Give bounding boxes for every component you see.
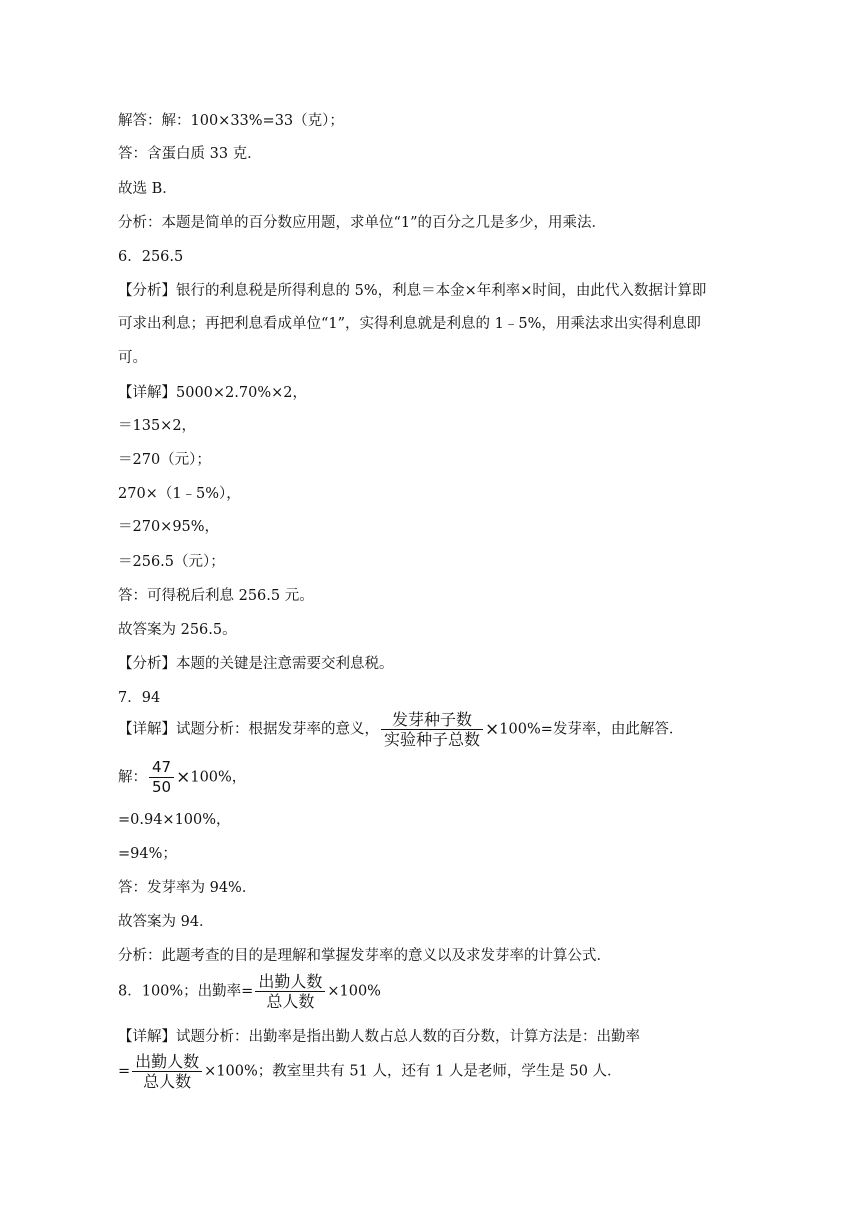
fraction-denominator: 实验种子总数 — [384, 730, 481, 749]
text-line: 解答：解：100×33%=33（克）； — [118, 113, 344, 129]
text-line: ＝256.5（元）； — [118, 554, 225, 570]
text-segment: 【详解】试题分析：根据发芽率的意义， — [118, 721, 379, 738]
text-segment: ×100%；教室里共有 51 人，还有 1 人是老师，学生是 50 人． — [204, 1063, 622, 1080]
text-line: 【分析】本题的关键是注意需要交利息税。 — [118, 656, 394, 672]
text-line: 可求出利息；再把利息看成单位“1”，实得利息就是利息的 1﹣5%，用乘法求出实得利息即 — [118, 316, 701, 332]
text-line: 故选 B． — [118, 181, 177, 197]
text-line-with-fraction — [118, 758, 246, 797]
text-line: ＝135×2， — [118, 418, 197, 434]
text-segment: ×100% — [327, 983, 381, 1000]
fraction-numerator: 发芽种子数 — [381, 710, 483, 730]
text-line: ＝270×95%， — [118, 519, 220, 535]
fraction — [255, 972, 325, 1011]
text-segment: = — [118, 1063, 131, 1080]
fraction — [132, 1052, 202, 1091]
fraction — [381, 710, 483, 749]
fraction-denominator: 总人数 — [143, 1072, 192, 1091]
text-line-with-fraction — [118, 972, 381, 1011]
question-number: 7．94 — [118, 690, 161, 706]
fraction-denominator: 总人数 — [266, 992, 315, 1011]
text-line: 【详解】试题分析：出勤率是指出勤人数占总人数的百分数，计算方法是：出勤率 — [118, 1029, 640, 1045]
fraction-numerator: 47 — [149, 758, 174, 778]
fraction — [149, 758, 174, 797]
text-line: 答：发芽率为 94%． — [118, 880, 257, 896]
text-line: 答：可得税后利息 256.5 元。 — [118, 588, 314, 604]
fraction-numerator: 出勤人数 — [255, 972, 325, 992]
text-segment: 100%=发芽率，由此解答． — [499, 721, 684, 738]
text-line: 可。 — [118, 350, 147, 366]
text-segment: 解： — [118, 769, 147, 786]
question-number: 6．256.5 — [118, 249, 184, 265]
text-line: =94%； — [118, 846, 177, 862]
text-line: 分析：本题是简单的百分数应用题，求单位“1”的百分之几是多少，用乘法． — [118, 215, 607, 231]
text-line: 270×（1﹣5%）， — [118, 486, 241, 502]
text-line: ＝270（元）； — [118, 452, 211, 468]
text-line: =0.94×100%， — [118, 812, 231, 828]
text-line: 【分析】银行的利息税是所得利息的 5%，利息＝本金×年利率×时间，由此代入数据计算即 — [118, 283, 707, 299]
text-line: 【详解】5000×2.70%×2， — [118, 385, 307, 401]
text-line-with-fraction — [118, 710, 683, 749]
multiply-sign: × — [176, 767, 191, 788]
text-segment: 8．100%；出勤率= — [118, 983, 254, 1000]
text-line: 分析：此题考查的目的是理解和掌握发芽率的意义以及求发芽率的计算公式． — [118, 948, 611, 964]
text-segment: 100%， — [190, 769, 247, 786]
text-line: 故答案为 256.5。 — [118, 622, 237, 638]
text-line-with-fraction — [118, 1052, 622, 1091]
fraction-denominator: 50 — [152, 778, 172, 796]
text-line: 答：含蛋白质 33 克． — [118, 146, 262, 162]
multiply-sign: × — [485, 719, 500, 740]
text-line: 故答案为 94． — [118, 914, 214, 930]
fraction-numerator: 出勤人数 — [132, 1052, 202, 1072]
